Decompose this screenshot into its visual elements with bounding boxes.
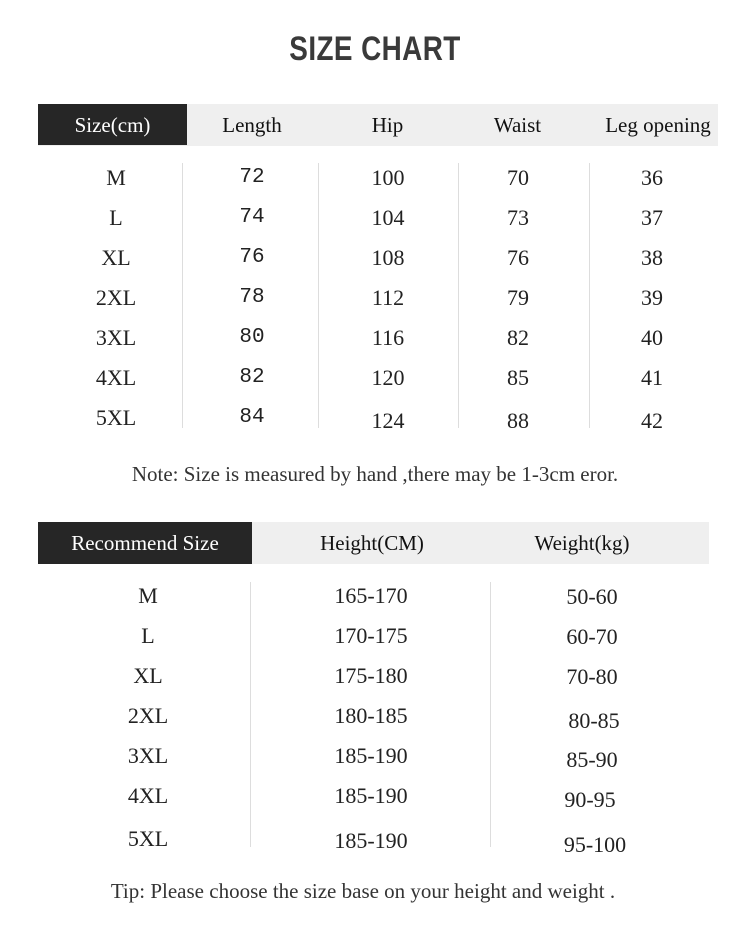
- column-divider: [458, 163, 459, 428]
- leg-opening-cell: 36: [641, 165, 663, 190]
- leg-opening-cell: 37: [641, 205, 663, 230]
- size-cell: XL: [133, 663, 163, 688]
- size-cell: L: [109, 205, 123, 230]
- length-cell: 76: [239, 246, 265, 269]
- length-header-cell: Length: [222, 113, 282, 137]
- height-header-cell: Height(CM): [320, 531, 424, 555]
- hip-header-cell: Hip: [371, 113, 404, 137]
- waist-cell: 88: [507, 408, 529, 433]
- waist-cell: 79: [507, 285, 529, 310]
- hip-cell: 120: [371, 365, 405, 390]
- weight-header-cell: Weight(kg): [534, 531, 630, 555]
- size-cell: L: [141, 623, 155, 648]
- size-tip: Tip: Please choose the size base on your height and weight .: [110, 879, 616, 903]
- length-cell: 82: [239, 366, 265, 389]
- hip-cell: 100: [371, 165, 405, 190]
- size-cell: 3XL: [127, 743, 169, 768]
- size-cell: XL: [101, 245, 131, 270]
- waist-cell: 70: [507, 165, 529, 190]
- measurement-note: Note: Size is measured by hand ,there may be 1-3cm eror.: [131, 462, 619, 486]
- weight-cell: 50-60: [566, 584, 618, 609]
- leg-opening-header-cell: Leg opening: [605, 113, 711, 137]
- length-cell: 78: [239, 286, 265, 309]
- page-title: SIZE CHART: [289, 30, 461, 68]
- height-cell: 185-190: [334, 743, 408, 768]
- hip-cell: 116: [371, 325, 405, 350]
- leg-opening-cell: 41: [641, 365, 663, 390]
- length-cell: 72: [239, 166, 265, 189]
- weight-cell: 90-95: [564, 787, 616, 812]
- hip-cell: 112: [371, 285, 405, 310]
- length-cell: 80: [239, 326, 265, 349]
- leg-opening-cell: 42: [641, 408, 663, 433]
- height-cell: 170-175: [334, 623, 408, 648]
- size-cell: 3XL: [95, 325, 137, 350]
- waist-cell: 82: [507, 325, 529, 350]
- height-cell: 185-190: [334, 828, 408, 853]
- column-divider: [182, 163, 183, 428]
- size-cell: 5XL: [95, 405, 137, 430]
- hip-cell: 124: [371, 408, 405, 433]
- weight-cell: 70-80: [566, 664, 618, 689]
- leg-opening-cell: 39: [641, 285, 663, 310]
- waist-header-cell: Waist: [493, 113, 542, 137]
- recommend-size-header-cell: Recommend Size: [38, 522, 252, 564]
- weight-cell: 95-100: [563, 832, 627, 857]
- weight-cell: 80-85: [568, 708, 620, 733]
- column-divider: [250, 582, 251, 847]
- height-cell: 185-190: [334, 783, 408, 808]
- size-cell: 2XL: [127, 703, 169, 728]
- hip-cell: 104: [371, 205, 405, 230]
- length-cell: 74: [239, 206, 265, 229]
- hip-cell: 108: [371, 245, 405, 270]
- length-cell: 84: [239, 406, 265, 429]
- weight-cell: 60-70: [566, 624, 618, 649]
- height-cell: 180-185: [334, 703, 408, 728]
- size-cell: M: [106, 165, 126, 190]
- waist-cell: 85: [507, 365, 529, 390]
- size-cell: M: [138, 583, 158, 608]
- column-divider: [490, 582, 491, 847]
- size-cell: 4XL: [95, 365, 137, 390]
- waist-cell: 73: [507, 205, 529, 230]
- height-cell: 175-180: [334, 663, 408, 688]
- leg-opening-cell: 40: [641, 325, 663, 350]
- waist-cell: 76: [507, 245, 529, 270]
- size-cell: 2XL: [95, 285, 137, 310]
- weight-cell: 85-90: [566, 747, 618, 772]
- size-cell: 5XL: [127, 826, 169, 851]
- column-divider: [318, 163, 319, 428]
- leg-opening-cell: 38: [641, 245, 663, 270]
- height-cell: 165-170: [334, 583, 408, 608]
- size-cell: 4XL: [127, 783, 169, 808]
- column-divider: [589, 163, 590, 428]
- size-header-cell: Size(cm): [38, 104, 187, 145]
